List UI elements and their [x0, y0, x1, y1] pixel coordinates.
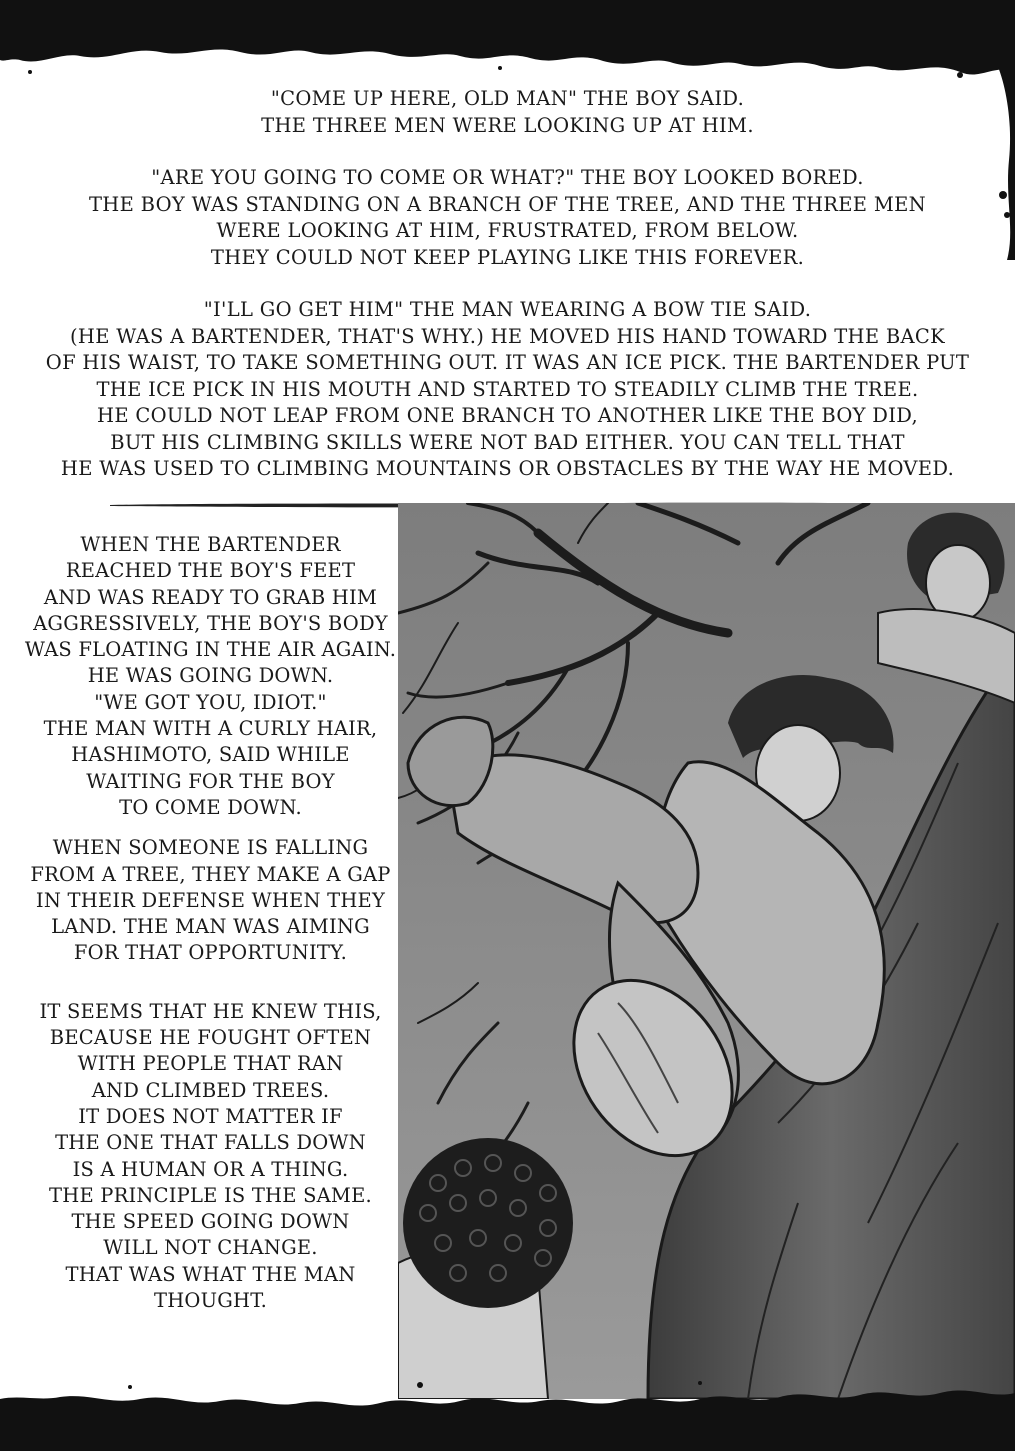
right-edge-splatter: [985, 0, 1015, 500]
text-line: THE THREE MEN WERE LOOKING UP AT HIM.: [261, 113, 754, 137]
text-line: FROM A TREE, THEY MAKE A GAP: [30, 862, 391, 886]
top-grunge-border: [0, 0, 1015, 80]
text-line: HASHIMOTO, SAID WHILE: [71, 743, 350, 767]
narrative-paragraph: [18, 532, 403, 821]
text-line: HE WAS USED TO CLIMBING MOUNTAINS OR OBSTACLES BY THE WAY HE MOVED.: [60, 457, 955, 480]
text-line: BECAUSE HE FOUGHT OFTEN: [49, 1026, 372, 1050]
narrative-paragraph: [18, 999, 403, 1315]
text-line: AGGRESSIVELY, THE BOY'S BODY: [33, 611, 388, 635]
text-line: THE MAN WITH A CURLY HAIR,: [43, 717, 378, 741]
text-line: WHEN SOMEONE IS FALLING: [52, 836, 369, 860]
narrative-paragraph: [40, 86, 975, 139]
text-line: AND CLIMBED TREES.: [91, 1078, 330, 1102]
text-line: THOUGHT.: [154, 1289, 267, 1313]
text-line: HE WAS GOING DOWN.: [87, 664, 334, 688]
text-line: THAT WAS WHAT THE MAN: [65, 1262, 356, 1286]
text-line: (HE WAS A BARTENDER, THAT'S WHY.) HE MOVED HIS HAND TOWARD THE BACK: [70, 324, 945, 348]
text-line: "WE GOT YOU, IDIOT.": [94, 690, 327, 714]
text-line: REACHED THE BOY'S FEET: [65, 559, 356, 583]
text-line: FOR THAT OPPORTUNITY.: [73, 941, 348, 965]
text-line: "COME UP HERE, OLD MAN" THE BOY SAID.: [270, 87, 745, 110]
text-line: IT SEEMS THAT HE KNEW THIS,: [39, 999, 382, 1023]
text-line: WAITING FOR THE BOY: [86, 769, 335, 793]
illustration-panel: [398, 503, 1015, 1399]
text-line: THE SPEED GOING DOWN: [71, 1210, 350, 1234]
text-line: BUT HIS CLIMBING SKILLS WERE NOT BAD EITHER. YOU CAN TELL THAT: [110, 430, 905, 454]
text-line: WAS FLOATING IN THE AIR AGAIN.: [24, 638, 397, 662]
text-line: HE COULD NOT LEAP FROM ONE BRANCH TO ANOTHER LIKE THE BOY DID,: [97, 404, 918, 427]
bottom-grunge-border: [0, 1371, 1015, 1451]
text-line: WITH PEOPLE THAT RAN: [77, 1052, 344, 1076]
text-line: WERE LOOKING AT HIM, FRUSTRATED, FROM BELOW.: [216, 219, 799, 242]
text-line: LAND. THE MAN WAS AIMING: [51, 915, 370, 939]
narrative-paragraph: [40, 297, 975, 483]
top-narrative: [40, 86, 975, 509]
text-line: THEY COULD NOT KEEP PLAYING LIKE THIS FOREVER.: [210, 245, 805, 269]
text-line: IN THEIR DEFENSE WHEN THEY: [35, 888, 386, 912]
text-line: "ARE YOU GOING TO COME OR WHAT?" THE BOY LOOKED BORED.: [151, 166, 864, 189]
text-line: AND WAS READY TO GRAB HIM: [43, 585, 378, 609]
text-line: OF HIS WAIST, TO TAKE SOMETHING OUT. IT WAS AN ICE PICK. THE BARTENDER PUT: [45, 351, 970, 374]
text-line: THE ONE THAT FALLS DOWN: [55, 1131, 366, 1155]
narrative-paragraph: [18, 835, 403, 966]
side-narrative: [18, 532, 403, 1328]
text-line: WILL NOT CHANGE.: [103, 1236, 318, 1260]
narrative-paragraph: [40, 165, 975, 271]
text-line: WHEN THE BARTENDER: [80, 533, 341, 556]
text-line: TO COME DOWN.: [119, 795, 302, 819]
text-line: IS A HUMAN OR A THING.: [72, 1157, 349, 1181]
text-line: IT DOES NOT MATTER IF: [78, 1104, 343, 1128]
text-line: THE BOY WAS STANDING ON A BRANCH OF THE TREE, AND THE THREE MEN: [89, 192, 926, 216]
text-line: THE PRINCIPLE IS THE SAME.: [49, 1183, 372, 1207]
text-line: THE ICE PICK IN HIS MOUTH AND STARTED TO STEADILY CLIMB THE TREE.: [96, 377, 919, 401]
text-line: "I'LL GO GET HIM" THE MAN WEARING A BOW TIE SAID.: [203, 298, 812, 321]
